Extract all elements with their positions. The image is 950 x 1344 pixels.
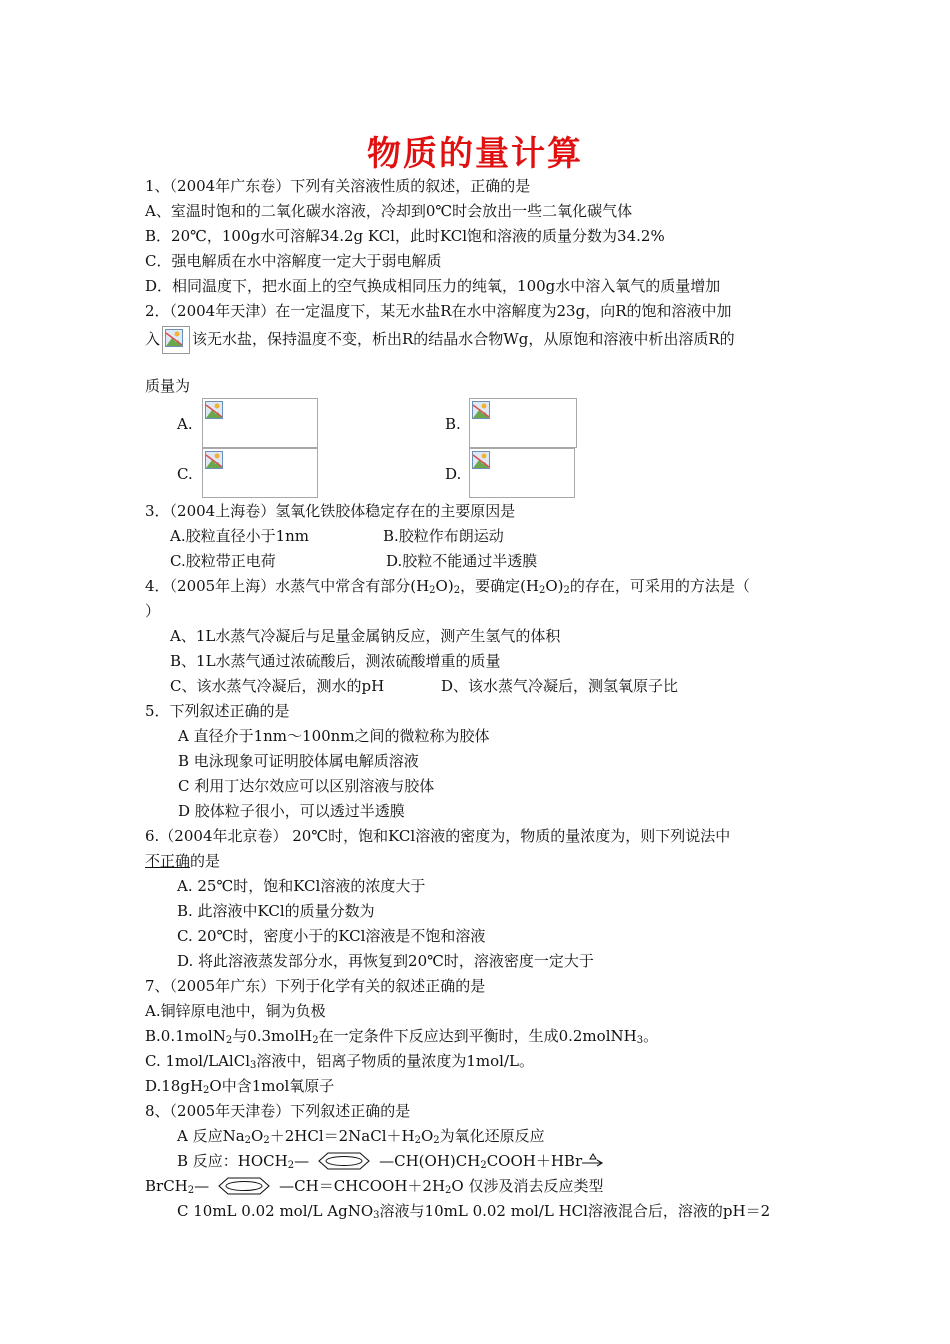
q2-stem-rest: 该无水盐，保持温度不变，析出R的结晶水合物Wg，从原饱和溶液中析出溶质R的 (192, 330, 735, 348)
q4-stem-part: O) (435, 577, 454, 595)
text-part: —CH＝CHCOOH＋2H (279, 1177, 446, 1195)
page-title: 物质的量计算 (367, 134, 583, 174)
text-part: 溶液中，铝离子物质的量浓度为1mol/L。 (256, 1052, 534, 1070)
q5-option-c: C 利用丁达尔效应可以区别溶液与胶体 (178, 777, 435, 795)
q2-option-b-label: B. (445, 415, 461, 433)
q4-option-d: D、该水蒸气冷凝后，测氢氧原子比 (441, 677, 679, 695)
q2-stem-line2 (145, 326, 735, 354)
subscript: 3 (250, 1060, 257, 1071)
q2-option-c-formula (202, 448, 318, 498)
subscript: 2 (563, 585, 570, 596)
q2-option-a-label: A. (177, 415, 193, 433)
q2-stem-prefix: 入 (145, 330, 161, 348)
q8-option-b-line2 (145, 1176, 604, 1196)
text-part: ＋2HCl＝2NaCl＋H (269, 1127, 415, 1145)
text-part: 溶液与10mL 0.02 mol/L HCl溶液混合后，溶液的pH＝2 (379, 1202, 771, 1220)
broken-image-icon (205, 401, 223, 419)
benzene-ring-icon (209, 1177, 279, 1195)
q2-stem-line3: 质量为 (145, 377, 191, 395)
q1-option-d: D．相同温度下，把水面上的空气换成相同压力的纯氧，100g水中溶入氧气的质量增加 (145, 277, 721, 295)
broken-image-icon (205, 451, 223, 469)
q3-option-a: A.胶粒直径小于1nm (170, 527, 310, 545)
q4-stem-part: 4．（2005年上海）水蒸气中常含有部分(H (145, 577, 430, 595)
subscript: 2 (429, 585, 436, 596)
text-part: — (294, 1152, 310, 1170)
text-part: O 仅涉及消去反应类型 (451, 1177, 604, 1195)
q6-option-c: C. 20℃时，密度小于的KCl溶液是不饱和溶液 (177, 927, 486, 945)
q2-option-d-label: D. (445, 465, 462, 483)
broken-image-icon (472, 451, 490, 469)
q1-stem: 1、（2004年广东卷）下列有关溶液性质的叙述，正确的是 (145, 177, 531, 195)
q4-option-b: B、1L水蒸气通过浓硫酸后，测浓硫酸增重的质量 (170, 652, 501, 670)
q4-stem-part: ，要确定(H (460, 577, 539, 595)
q1-option-c: C．强电解质在水中溶解度一定大于弱电解质 (145, 252, 442, 270)
text-part: 为氧化还原反应 (439, 1127, 545, 1145)
q8-option-b-line1 (177, 1151, 604, 1171)
q6-stem-line1: 6.（2004年北京卷） 20℃时，饱和KCl溶液的密度为，物质的量浓度为，则下列说法中 (145, 827, 731, 845)
subscript: 3 (636, 1035, 644, 1046)
text-part: O (251, 1127, 264, 1145)
text-part: D.18gH (145, 1077, 204, 1095)
q2-option-b-formula (469, 398, 577, 448)
text-part: O (420, 1127, 434, 1145)
q5-option-d: D 胶体粒子很小，可以透过半透膜 (178, 802, 405, 820)
text-part: C. 1mol/LAlCl (145, 1052, 250, 1070)
subscript: 2 (480, 1160, 487, 1171)
q3-option-d: D.胶粒不能通过半透膜 (386, 552, 538, 570)
q2-option-d-formula (469, 448, 575, 498)
q4-stem-part: 的存在，可采用的方法是（ (569, 577, 750, 595)
q4-option-a: A、1L水蒸气冷凝后与足量金属钠反应，测产生氢气的体积 (170, 627, 561, 645)
q8-stem: 8、（2005年天津卷）下列叙述正确的是 (145, 1102, 411, 1120)
subscript: 2 (414, 1135, 421, 1146)
subscript: 2 (203, 1085, 210, 1096)
q7-option-a: A.铜锌原电池中，铜为负极 (145, 1002, 326, 1020)
q2-option-a-formula (202, 398, 318, 448)
text-part: O中含1mol氧原子 (209, 1077, 335, 1095)
q1-option-b: B．20℃，100g水可溶解34.2g KCl，此时KCl饱和溶液的质量分数为34.2% (145, 227, 665, 245)
subscript: 2 (287, 1160, 295, 1171)
text-part: — (194, 1177, 210, 1195)
text-part: B 反应：HOCH (177, 1152, 288, 1170)
subscript: 2 (244, 1135, 252, 1146)
text-part: COOH＋HBr (486, 1152, 583, 1170)
subscript: 2 (312, 1035, 319, 1046)
subscript: 2 (187, 1185, 195, 1196)
subscript: 2 (453, 585, 461, 596)
heat-arrow-icon (582, 1152, 604, 1170)
q3-option-b: B.胶粒作布朗运动 (383, 527, 504, 545)
q2-option-c-label: C. (177, 465, 193, 483)
q2-stem-line1: 2．（2004年天津）在一定温度下，某无水盐R在水中溶解度为23g，向R的饱和溶液中加 (145, 302, 732, 320)
subscript: 3 (373, 1210, 380, 1221)
q7-option-d (145, 1076, 334, 1096)
formula-image (162, 326, 190, 354)
subscript: 2 (263, 1135, 270, 1146)
text-part: 。 (643, 1027, 659, 1045)
subscript: 2 (539, 585, 546, 596)
q3-stem: 3．（2004上海卷）氢氧化铁胶体稳定存在的主要原因是 (145, 502, 516, 520)
q7-option-c (145, 1051, 534, 1071)
subscript: 2 (225, 1035, 233, 1046)
q8-option-c (177, 1201, 770, 1221)
q6-stem-line2 (145, 851, 220, 871)
q6-option-a: A. 25℃时，饱和KCl溶液的浓度大于 (177, 877, 426, 895)
text-part: BrCH (145, 1177, 188, 1195)
q1-option-a: A、室温时饱和的二氧化碳水溶液，冷却到0℃时会放出一些二氧化碳气体 (145, 202, 633, 220)
q4-stem-part: O) (545, 577, 564, 595)
text-part: —CH(OH)CH (379, 1152, 481, 1170)
broken-image-icon (472, 401, 490, 419)
q7-option-b (145, 1026, 658, 1046)
text-part: C 10mL 0.02 mol/L AgNO (177, 1202, 374, 1220)
q6-option-b: B. 此溶液中KCl的质量分数为 (177, 902, 375, 920)
q8-option-a (177, 1126, 545, 1146)
text-part: 在一定条件下反应达到平衡时，生成0.2molNH (318, 1027, 637, 1045)
q3-option-c: C.胶粒带正电荷 (170, 552, 276, 570)
text-part: 与0.3molH (232, 1027, 313, 1045)
subscript: 2 (433, 1135, 440, 1146)
text-part: B.0.1molN (145, 1027, 226, 1045)
q6-stem-rest: 的是 (190, 852, 221, 870)
q4-stem-line2: ） (145, 602, 161, 620)
q4-option-c: C、该水蒸气冷凝后，测水的pH (170, 677, 385, 695)
broken-image-icon (165, 329, 183, 347)
q4-stem-line1 (145, 576, 750, 596)
q6-option-d: D. 将此溶液蒸发部分水，再恢复到20℃时，溶液密度一定大于 (177, 952, 594, 970)
q6-negation-underline: 不正确 (145, 852, 191, 870)
q5-option-a: A 直径介于1nm～100nm之间的微粒称为胶体 (178, 727, 490, 745)
q5-option-b: B 电泳现象可证明胶体属电解质溶液 (178, 752, 419, 770)
q5-stem: 5．下列叙述正确的是 (145, 702, 290, 720)
subscript: 2 (445, 1185, 452, 1196)
benzene-ring-icon (309, 1152, 379, 1170)
text-part: A 反应Na (177, 1127, 245, 1145)
q7-stem: 7、（2005年广东）下列于化学有关的叙述正确的是 (145, 977, 486, 995)
